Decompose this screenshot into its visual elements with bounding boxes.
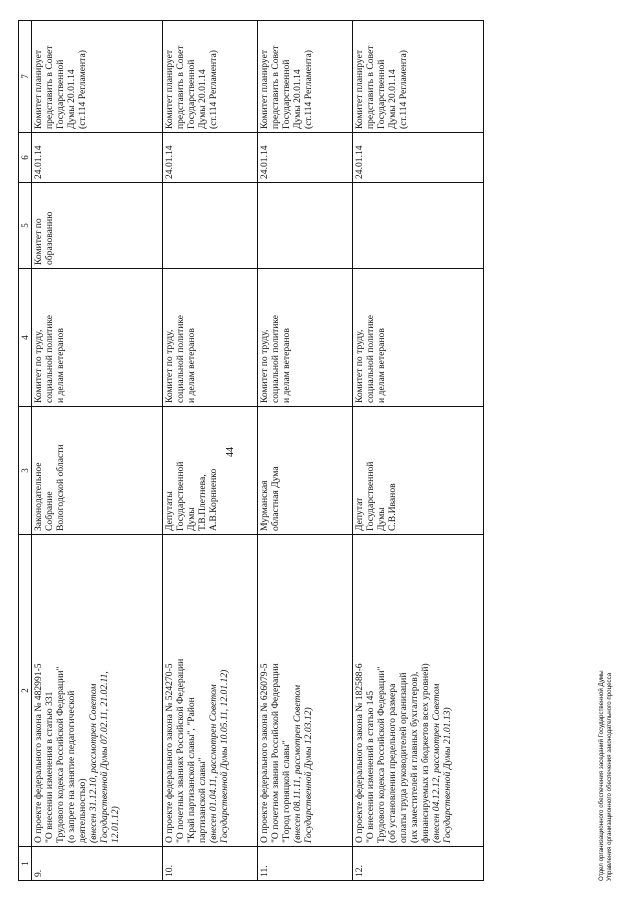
footer-department: Отдел организационного обеспечения заседаний Государственной Думы bbox=[598, 670, 605, 881]
row-number: 11. bbox=[258, 847, 353, 881]
bill-title: О проекте федерального закона № 182588-6 "О внесении изменений в статью 145 Трудового кодекса Российской Федерации" (об установлении предельного размера оплаты труда руководителей организаций (их заместителей и главных бухгалтеров), финансируемых из бюджетов всех уровней) bbox=[354, 663, 431, 843]
bill-description bbox=[353, 535, 484, 847]
responsible-committee-cell: Комитет по труду, социальной политике и делам ветеранов bbox=[258, 269, 353, 407]
page-number: 44 bbox=[225, 447, 236, 457]
bill-description bbox=[258, 535, 353, 847]
row-number: 9. bbox=[32, 847, 163, 881]
responsible-committee-cell: Комитет по труду, социальной политике и делам ветеранов bbox=[163, 269, 258, 407]
column-header: 5 bbox=[19, 183, 32, 269]
row-number: 10. bbox=[163, 847, 258, 881]
column-header: 7 bbox=[19, 21, 32, 133]
initiator-cell: Законодательное Собрание Вологодской области bbox=[32, 407, 163, 535]
table-row bbox=[353, 21, 484, 881]
bill-title: О проекте федерального закона № 482991-5 "О внесении изменения в статью 331 Трудового кодекса Российской Федерации" (о запрете на занятие педагогической деятельностью) bbox=[33, 663, 88, 843]
decision-cell: Комитет планирует представить в Совет Государственной Думы 20.01.14 (ст.114 Регламента) bbox=[163, 21, 258, 133]
column-header: 2 bbox=[19, 535, 32, 847]
decision-cell: Комитет планирует представить в Совет Государственной Думы 20.01.14 (ст.114 Регламента) bbox=[258, 21, 353, 133]
initiator-cell: Мурманская областная Дума bbox=[258, 407, 353, 535]
responsible-committee-cell: Комитет по труду, социальной политике и делам ветеранов bbox=[353, 269, 484, 407]
table-row bbox=[163, 21, 258, 881]
bill-history-note: (внесен 08.11.11, рассмотрен Советом Государственной Думы 12.03.12) bbox=[292, 685, 314, 843]
table-row bbox=[32, 21, 163, 881]
table-row bbox=[258, 21, 353, 881]
bill-description bbox=[163, 535, 258, 847]
co-executor-cell: Комитет по образованию bbox=[32, 183, 163, 269]
co-executor-cell bbox=[258, 183, 353, 269]
co-executor-cell bbox=[353, 183, 484, 269]
decision-cell: Комитет планирует представить в Совет Государственной Думы 20.01.14 (ст.114 Регламента) bbox=[353, 21, 484, 133]
header-row bbox=[19, 21, 32, 881]
co-executor-cell bbox=[163, 183, 258, 269]
page-footer bbox=[598, 670, 614, 881]
bill-history-note: (внесен 04.12.12, рассмотрен Советом Государственной Думы 21.01.13) bbox=[431, 683, 453, 843]
date-cell: 24.01.14 bbox=[163, 133, 258, 183]
bill-history-note: (внесен 01.04.11, рассмотрен Советом Государственной Думы 10.05.11, 12.01.12) bbox=[208, 669, 230, 843]
footer-directorate: Управления организационного обеспечения законодательного процесса bbox=[606, 672, 613, 881]
decision-cell: Комитет планирует представить в Совет Государственной Думы 20.01.14 (ст.114 Регламента) bbox=[32, 21, 163, 133]
responsible-committee-cell: Комитет по труду, социальной политике и делам ветеранов bbox=[32, 269, 163, 407]
date-cell: 24.01.14 bbox=[258, 133, 353, 183]
row-number: 12. bbox=[353, 847, 484, 881]
bill-title: О проекте федерального закона № 626079-5 "О почетном звании Российской Федерации "Город горняцкой славы" bbox=[259, 663, 292, 843]
column-header: 4 bbox=[19, 269, 32, 407]
bill-title: О проекте федерального закона № 524270-5 "О почетных званиях Российской Федерации "Край партизанской славы", "Район партизанской славы" bbox=[164, 658, 208, 843]
date-cell: 24.01.14 bbox=[32, 133, 163, 183]
initiator-cell: Депутат Государственной Думы С.В.Иванов bbox=[353, 407, 484, 535]
column-header: 1 bbox=[19, 847, 32, 881]
column-header: 3 bbox=[19, 407, 32, 535]
bill-description bbox=[32, 535, 163, 847]
column-header: 6 bbox=[19, 133, 32, 183]
initiator-cell: Депутаты Государственной Думы Т.В.Плетнева, А.В.Корниенко bbox=[163, 407, 258, 535]
bill-history-note: (внесен 31.12.10, рассмотрен Советом Государственной Думы 07.02.11, 21.02.11, 12.01.12) bbox=[88, 671, 121, 843]
bills-table bbox=[18, 20, 484, 881]
date-cell: 24.01.14 bbox=[353, 133, 484, 183]
